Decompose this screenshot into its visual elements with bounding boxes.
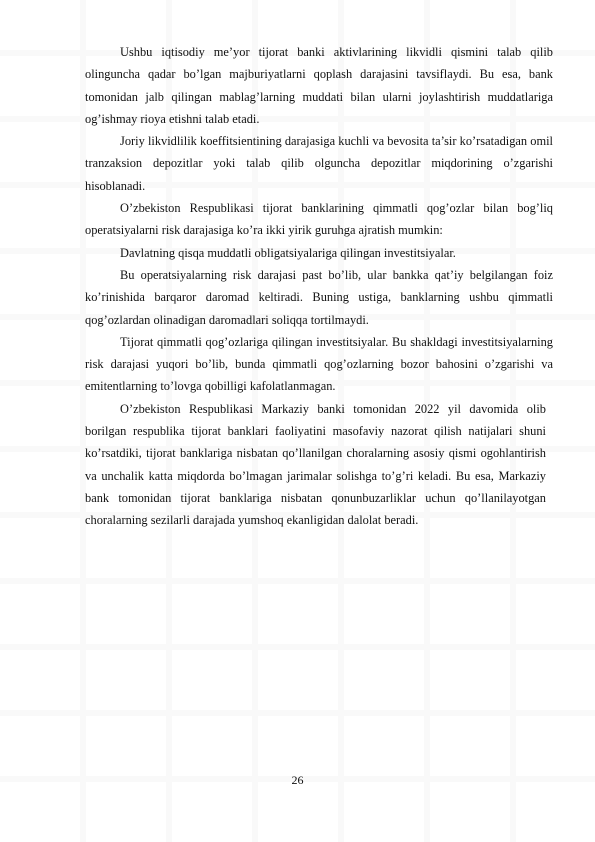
document-body (85, 41, 553, 532)
paragraph-1: Ushbu iqtisodiy me’yor tijorat banki aktivlarining likvidli qismini talab qilib olinguncha qadar bo’lgan majburiyatlarni qoplash darajasini tavsiflaydi. Bu esa, bank tomonidan jalb qilingan mablag’larning muddati bilan ularni joylashtirish muddatlariga og’ishmay rioya etishni talab etadi. (85, 45, 553, 126)
paragraph-3: O’zbekiston Respublikasi tijorat banklarining qimmatli qog’ozlar bilan bog’liq operatsiyalarni risk darajasiga ko’ra ikki yirik guruhga ajratish mumkin: (85, 201, 553, 238)
paragraph-2: Joriy likvidlilik koeffitsientining darajasiga kuchli va bevosita ta’sir ko’rsatadigan omil tranzaksion depozitlar yoki talab qilib olguncha depozitlar miqdorining o’zgarishi hisoblanadi. (85, 134, 553, 193)
paragraph-5: Bu operatsiyalarning risk darajasi past bo’lib, ular bankka qat’iy belgilangan foiz ko’rinishida barqaror daromad keltiradi. Buning ustiga, banklarning ushbu qimmatli qog’ozlardan olinadigan daromadlari soliqqa tortilmaydi. (85, 267, 553, 327)
paragraph-4: Davlatning qisqa muddatli obligatsiyalariga qilingan investitsiyalar. (120, 245, 456, 260)
page-number: 26 (291, 773, 304, 787)
paragraph-6: Tijorat qimmatli qog’ozlariga qilingan investitsiyalar. Bu shakldagi investitsiyalarning risk darajasi yuqori bo’lib, bunda qimmatli qog’ozlarning bozor bahosini o’zgarishi va emitentlarning to’lovga qobilligi kafolatlanmagan. (85, 334, 553, 394)
paragraph-7: O’zbekiston Respublikasi Markaziy banki tomonidan 2022 yil davomida olib borilgan respublika tijorat banklari faoliyatini masofaviy nazorat qilish natijalari shuni ko’rsatdiki, tijorat banklariga nisbatan qo’llanilgan choralarning asosiy qismi ogohlantirish va unchalik katta miqdorda bo’lmagan jarimalar solishga to’g’ri keladi. Bu esa, Markaziy bank tomonidan tijorat banklariga nisbatan qonunbuzarliklar uchun qo’llanilayotgan choralarning sezilarli darajada yumshoq ekanligidan dalolat beradi. (85, 401, 546, 528)
